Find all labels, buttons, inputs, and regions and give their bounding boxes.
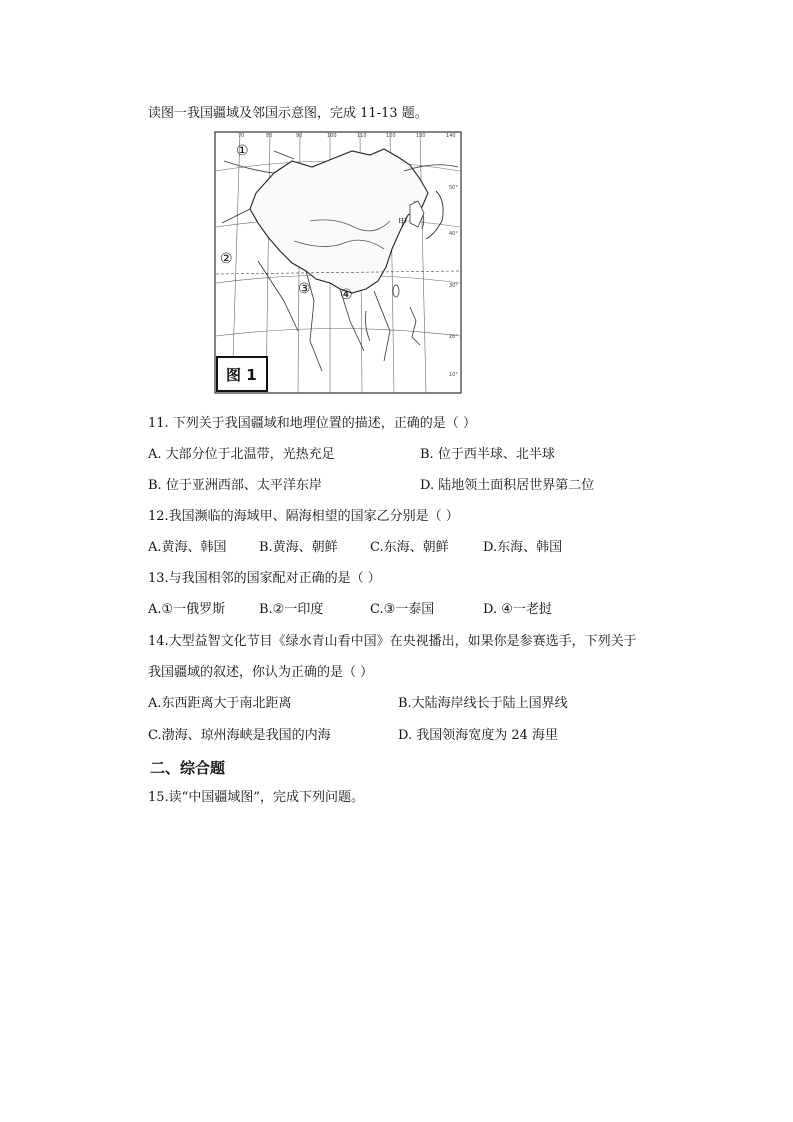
tick-right-40: 40° — [449, 231, 458, 237]
marker-3: ③ — [298, 281, 311, 297]
tick-right-20: 20° — [449, 334, 458, 340]
tick-top-70: 70 — [238, 133, 245, 139]
section-heading: 二、综合题 — [150, 759, 226, 777]
marker-2: ② — [220, 251, 233, 267]
tick-top-130: 130 — [416, 133, 426, 139]
q13-option-a: A.①一俄罗斯 — [148, 602, 226, 617]
q12-option-d: D.东海、韩国 — [483, 540, 563, 555]
q12-stem: 12.我国濒临的海域甲、隔海相望的国家乙分别是（ ） — [148, 509, 459, 524]
intro-text: 读图一我国疆域及邻国示意图，完成 11-13 题。 — [148, 106, 428, 121]
q13-stem: 13.与我国相邻的国家配对正确的是（ ） — [148, 571, 381, 586]
tick-right-30: 30° — [449, 283, 458, 289]
q14-option-c: C.渤海、琼州海峡是我国的内海 — [148, 728, 331, 743]
sea-label-jia: 甲 — [398, 218, 408, 228]
marker-4: ④ — [340, 287, 353, 303]
tick-top-100: 100 — [327, 133, 337, 139]
q13-option-d: D. ④一老挝 — [483, 602, 552, 617]
tick-top-80: 80 — [266, 133, 273, 139]
q11-stem: 11. 下列关于我国疆域和地理位置的描述，正确的是（ ） — [148, 416, 476, 431]
q11-option-c: B. 位于亚洲西部、太平洋东岸 — [148, 478, 322, 493]
tick-top-90: 90 — [296, 133, 303, 139]
q11-option-b: B. 位于西半球、北半球 — [420, 447, 555, 462]
q15-stem: 15.读“中国疆域图”，完成下列问题。 — [148, 790, 364, 805]
marker-1: ① — [236, 143, 249, 159]
q12-option-a: A.黄海、韩国 — [148, 540, 227, 555]
q12-option-c: C.东海、朝鲜 — [370, 540, 449, 555]
tick-top-110: 110 — [357, 133, 367, 139]
tick-right-10: 10° — [449, 372, 458, 378]
figure-label: 图 1 — [226, 366, 257, 384]
q13-option-c: C.③一泰国 — [370, 602, 435, 617]
q12-option-b: B.黄海、朝鲜 — [259, 540, 338, 555]
q14-stem-line1: 14.大型益智文化节目《绿水青山看中国》在央视播出，如果你是参赛选手，下列关于 — [148, 634, 637, 649]
tick-top-120: 120 — [386, 133, 396, 139]
q14-option-b: B.大陆海岸线长于陆上国界线 — [398, 696, 568, 711]
q11-option-a: A. 大部分位于北温带，光热充足 — [148, 447, 335, 462]
q14-stem-line2: 我国疆域的叙述，你认为正确的是（ ） — [148, 665, 374, 680]
tick-right-50: 50° — [449, 185, 458, 191]
q14-option-d: D. 我国领海宽度为 24 海里 — [398, 728, 559, 743]
tick-top-140: 140 — [446, 133, 456, 139]
q11-option-d: D. 陆地领土面积居世界第二位 — [420, 478, 595, 493]
q14-option-a: A.东西距离大于南北距离 — [148, 696, 292, 711]
territory-map — [214, 131, 462, 394]
q13-option-b: B.②一印度 — [259, 602, 324, 617]
